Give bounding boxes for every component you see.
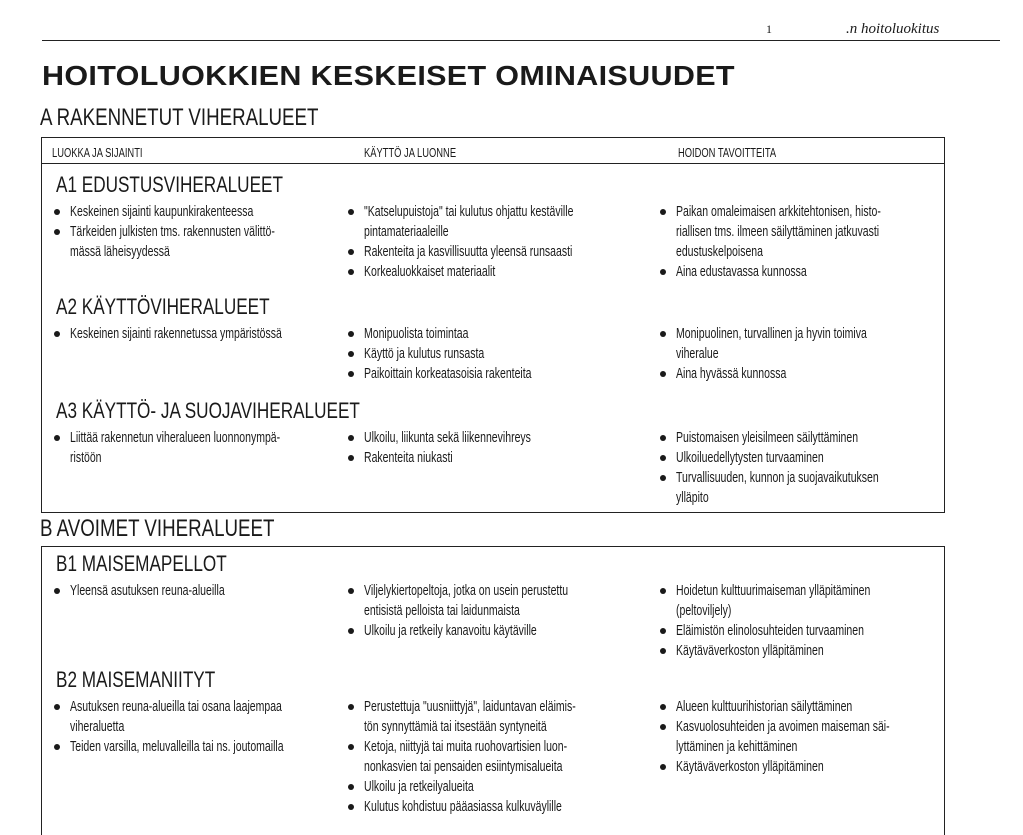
list-item-text: Tärkeiden julkisten tms. rakennusten välittö- — [70, 223, 275, 240]
bullet-icon — [348, 371, 354, 377]
list-item — [346, 262, 663, 282]
list-item-text: Ulkoilu ja retkeily kanavoitu käytäville — [364, 622, 537, 639]
list-item-text: "Katselupuistoja" tai kulutus ohjattu kestäville — [364, 203, 574, 220]
section-a-table — [41, 137, 945, 513]
list-item-text: Ulkoilu ja retkeilyalueita — [364, 778, 474, 795]
list-item — [346, 797, 666, 817]
list-item — [346, 428, 602, 448]
bullet-icon — [348, 435, 354, 441]
bullet-icon — [660, 475, 666, 481]
bullet-icon — [660, 588, 666, 594]
list-item — [658, 697, 981, 717]
bullet-icon — [348, 455, 354, 461]
list-item-text: nonkasvien tai pensaiden esiintymisalueita — [364, 758, 563, 775]
list-item-text: Kulutus kohdistuu pääasiassa kulkuväylille — [364, 798, 562, 815]
list-item-text: entisistä pelloista tai laidunmaista — [364, 602, 520, 619]
list-item — [658, 641, 954, 661]
category-title: A3 KÄYTTÖ- JA SUOJAVIHERALUEET — [56, 398, 360, 423]
page-title: HOITOLUOKKIEN KESKEISET OMINAISUUDET — [42, 60, 735, 91]
list-item — [658, 468, 966, 508]
page-number: 1 — [766, 22, 772, 36]
bullet-icon — [660, 628, 666, 634]
bullet-icon — [660, 269, 666, 275]
goals-list — [658, 581, 954, 661]
list-item-text: ylläpito — [676, 489, 709, 506]
header-rule — [42, 40, 1000, 41]
bullet-icon — [348, 249, 354, 255]
bullet-icon — [660, 455, 666, 461]
column-header-luokka: LUOKKA JA SIJAINTI — [52, 145, 143, 160]
list-item — [346, 364, 603, 384]
list-item-text: Perustettuja "uusniittyjä", laiduntavan eläimis- — [364, 698, 576, 715]
list-item — [658, 581, 954, 621]
location-list — [52, 324, 373, 344]
bullet-icon — [660, 435, 666, 441]
column-header-tavoitteet: HOIDON TAVOITTEITA — [678, 145, 777, 160]
bullet-icon — [660, 704, 666, 710]
list-item-text: Ulkoiluedellytysten turvaaminen — [676, 449, 824, 466]
list-item-text: Paikoittain korkeatasoisia rakenteita — [364, 365, 532, 382]
location-list — [52, 202, 363, 262]
column-header-row — [42, 138, 944, 164]
list-item-text: Korkealuokkaiset materiaalit — [364, 263, 496, 280]
bullet-icon — [348, 331, 354, 337]
goals-list — [658, 324, 949, 384]
list-item — [346, 344, 603, 364]
list-item-text: Teiden varsilla, meluvalleilla tai ns. joutomailla — [70, 738, 284, 755]
location-list — [52, 581, 291, 601]
location-list — [52, 428, 370, 468]
goals-list — [658, 428, 966, 508]
list-item-text: Eläimistön elinolosuhteiden turvaaminen — [676, 622, 864, 639]
list-item-text: lyttäminen ja kehittäminen — [676, 738, 798, 755]
list-item — [658, 621, 954, 641]
column-header-kaytto: KÄYTTÖ JA LUONNE — [364, 145, 457, 160]
list-item-text: mässä läheisyydessä — [70, 243, 170, 260]
list-item-text: Hoidetun kulttuurimaiseman ylläpitäminen — [676, 582, 871, 599]
bullet-icon — [54, 229, 60, 235]
bullet-icon — [348, 784, 354, 790]
goals-list — [658, 697, 981, 777]
list-item-text: Monipuolinen, turvallinen ja hyvin toimiva — [676, 325, 867, 342]
list-item-text: Viljelykiertopeltoja, jotka on usein perustettu — [364, 582, 569, 599]
list-item — [346, 777, 666, 797]
bullet-icon — [660, 648, 666, 654]
list-item-text: Turvallisuuden, kunnon ja suojavaikutuksen — [676, 469, 879, 486]
list-item-text: Paikan omaleimaisen arkkitehtonisen, histo- — [676, 203, 881, 220]
list-item — [52, 737, 375, 757]
list-item-text: Liittää rakennetun viheralueen luonnonympä- — [70, 429, 281, 446]
list-item — [346, 621, 656, 641]
goals-list — [658, 202, 969, 282]
running-header: .n hoitoluokitus — [846, 21, 940, 37]
section-title-a: A RAKENNETUT VIHERALUEET — [40, 104, 319, 131]
location-list — [52, 697, 375, 757]
list-item-text: pintamateriaaleille — [364, 223, 449, 240]
bullet-icon — [348, 209, 354, 215]
bullet-icon — [660, 724, 666, 730]
list-item — [658, 448, 966, 468]
list-item-text: Käytäväverkoston ylläpitäminen — [676, 758, 824, 775]
list-item — [52, 324, 373, 344]
list-item-text: Käytäväverkoston ylläpitäminen — [676, 642, 824, 659]
list-item — [52, 202, 363, 222]
list-item — [658, 717, 981, 757]
list-item — [658, 262, 969, 282]
list-item — [346, 581, 656, 621]
list-item — [346, 202, 663, 242]
bullet-icon — [54, 331, 60, 337]
bullet-icon — [660, 371, 666, 377]
list-item — [658, 324, 949, 364]
list-item-text: Keskeinen sijainti kaupunkirakenteessa — [70, 203, 254, 220]
list-item-text: viheralue — [676, 345, 719, 362]
list-item-text: Alueen kulttuurihistorian säilyttäminen — [676, 698, 853, 715]
bullet-icon — [348, 588, 354, 594]
category-title: B1 MAISEMAPELLOT — [56, 551, 227, 576]
list-item — [658, 202, 969, 262]
list-item-text: tön synnyttämiä tai itsestään syntyneitä — [364, 718, 547, 735]
list-item-text: Ulkoilu, liikunta sekä liikennevihreys — [364, 429, 531, 446]
usage-list — [346, 202, 663, 282]
list-item-text: Asutuksen reuna-alueilla tai osana laajempaa — [70, 698, 282, 715]
list-item — [52, 222, 363, 262]
bullet-icon — [54, 209, 60, 215]
list-item-text: riallisen tms. ilmeen säilyttäminen jatkuvasti — [676, 223, 880, 240]
category-title: A1 EDUSTUSVIHERALUEET — [56, 172, 283, 197]
bullet-icon — [348, 704, 354, 710]
section-title-b: B AVOIMET VIHERALUEET — [40, 515, 275, 542]
list-item-text: viheraluetta — [70, 718, 125, 735]
bullet-icon — [54, 435, 60, 441]
bullet-icon — [348, 351, 354, 357]
list-item — [658, 428, 966, 448]
usage-list — [346, 428, 602, 468]
list-item — [658, 757, 981, 777]
list-item-text: Rakenteita niukasti — [364, 449, 453, 466]
list-item-text: Puistomaisen yleisilmeen säilyttäminen — [676, 429, 859, 446]
usage-list — [346, 581, 656, 641]
category-title: B2 MAISEMANIITYT — [56, 667, 216, 692]
list-item-text: Kasvuolosuhteiden ja avoimen maiseman säi- — [676, 718, 890, 735]
bullet-icon — [660, 764, 666, 770]
list-item-text: Aina hyvässä kunnossa — [676, 365, 787, 382]
list-item — [346, 242, 663, 262]
list-item — [346, 697, 666, 737]
list-item — [52, 581, 291, 601]
list-item — [346, 324, 603, 344]
bullet-icon — [348, 628, 354, 634]
list-item — [52, 697, 375, 737]
list-item — [52, 428, 370, 468]
list-item-text: Käyttö ja kulutus runsasta — [364, 345, 485, 362]
bullet-icon — [348, 804, 354, 810]
bullet-icon — [54, 588, 60, 594]
list-item — [346, 448, 602, 468]
bullet-icon — [660, 331, 666, 337]
list-item-text: Aina edustavassa kunnossa — [676, 263, 807, 280]
bullet-icon — [54, 744, 60, 750]
list-item-text: Monipuolista toimintaa — [364, 325, 469, 342]
list-item-text: Ketoja, niittyjä tai muita ruohovartisien luon- — [364, 738, 568, 755]
bullet-icon — [660, 209, 666, 215]
list-item-text: Rakenteita ja kasvillisuutta yleensä runsaasti — [364, 243, 573, 260]
list-item — [658, 364, 949, 384]
list-item-text: (peltoviljely) — [676, 602, 732, 619]
list-item-text: edustuskelpoisena — [676, 243, 763, 260]
bullet-icon — [348, 744, 354, 750]
usage-list — [346, 324, 603, 384]
list-item-text: Yleensä asutuksen reuna-alueilla — [70, 582, 225, 599]
usage-list — [346, 697, 666, 817]
list-item — [346, 737, 666, 777]
list-item-text: Keskeinen sijainti rakennetussa ympäristössä — [70, 325, 282, 342]
list-item-text: ristöön — [70, 449, 102, 466]
category-title: A2 KÄYTTÖVIHERALUEET — [56, 294, 270, 319]
section-b-table — [41, 546, 945, 835]
bullet-icon — [54, 704, 60, 710]
bullet-icon — [348, 269, 354, 275]
